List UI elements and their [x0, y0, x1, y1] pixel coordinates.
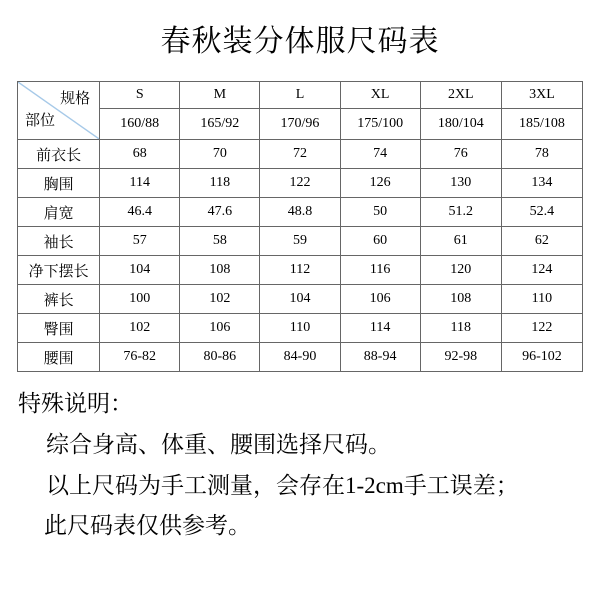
table-row-shoulder [18, 198, 583, 227]
table-cell: 61 [420, 227, 501, 256]
table-cell: 104 [260, 285, 340, 314]
table-cell: 74 [340, 140, 420, 169]
table-cell: 122 [501, 314, 582, 343]
row-label: 胸围 [18, 169, 100, 198]
table-cell: 110 [260, 314, 340, 343]
table-row-pants-length [18, 285, 583, 314]
table-cell: 110 [501, 285, 582, 314]
row-label: 腰围 [18, 343, 100, 372]
table-cell: 118 [180, 169, 260, 198]
table-row-hem-length [18, 256, 583, 285]
table-cell: 60 [340, 227, 420, 256]
table-cell: 48.8 [260, 198, 340, 227]
table-cell: 124 [501, 256, 582, 285]
table-row-chest [18, 169, 583, 198]
table-cell: 76-82 [100, 343, 180, 372]
table-cell: 114 [340, 314, 420, 343]
table-cell: 57 [100, 227, 180, 256]
table-cell: 47.6 [180, 198, 260, 227]
size-table [17, 81, 583, 372]
table-cell: 62 [501, 227, 582, 256]
row-label: 裤长 [18, 285, 100, 314]
size-header: S [100, 82, 180, 109]
table-cell: 96-102 [501, 343, 582, 372]
note-line-reference-only: 此尺码表仅供参考。 [44, 513, 251, 538]
row-label: 净下摆长 [18, 256, 100, 285]
table-cell: 104 [100, 256, 180, 285]
table-cell: 120 [420, 256, 501, 285]
table-cell: 59 [260, 227, 340, 256]
table-cell: 112 [260, 256, 340, 285]
table-cell: 116 [340, 256, 420, 285]
height-weight-cell: 160/88 [100, 109, 180, 140]
table-cell: 108 [180, 256, 260, 285]
row-label: 肩宽 [18, 198, 100, 227]
table-cell: 70 [180, 140, 260, 169]
table-cell: 52.4 [501, 198, 582, 227]
height-weight-cell: 180/104 [420, 109, 501, 140]
table-cell: 130 [420, 169, 501, 198]
size-header-row [18, 82, 583, 109]
height-weight-cell: 165/92 [180, 109, 260, 140]
table-cell: 88-94 [340, 343, 420, 372]
table-cell: 46.4 [100, 198, 180, 227]
table-cell: 80-86 [180, 343, 260, 372]
table-cell: 102 [180, 285, 260, 314]
table-cell: 134 [501, 169, 582, 198]
size-header: 3XL [501, 82, 582, 109]
size-header: M [180, 82, 260, 109]
table-row-hip [18, 314, 583, 343]
table-cell: 78 [501, 140, 582, 169]
corner-label-spec: 规格 [60, 91, 91, 107]
table-cell: 106 [180, 314, 260, 343]
table-cell: 114 [100, 169, 180, 198]
table-cell: 72 [260, 140, 340, 169]
height-weight-row [18, 109, 583, 140]
table-cell: 126 [340, 169, 420, 198]
table-cell: 118 [420, 314, 501, 343]
page-title: 春秋装分体服尺码表 [160, 25, 440, 58]
corner-cell [18, 82, 100, 140]
note-line-size-selection: 综合身高、体重、腰围选择尺码。 [46, 432, 391, 457]
table-row-front-length [18, 140, 583, 169]
note-line-measurement-error: 以上尺码为手工测量，会存在1-2cm手工误差； [46, 473, 519, 498]
table-row-waist [18, 343, 583, 372]
table-cell: 92-98 [420, 343, 501, 372]
corner-label-part: 部位 [25, 113, 56, 129]
table-cell: 102 [100, 314, 180, 343]
table-cell: 108 [420, 285, 501, 314]
row-label: 前衣长 [18, 140, 100, 169]
row-label: 臀围 [18, 314, 100, 343]
height-weight-cell: 170/96 [260, 109, 340, 140]
height-weight-cell: 175/100 [340, 109, 420, 140]
table-cell: 50 [340, 198, 420, 227]
table-cell: 68 [100, 140, 180, 169]
height-weight-cell: 185/108 [501, 109, 582, 140]
table-cell: 84-90 [260, 343, 340, 372]
table-cell: 58 [180, 227, 260, 256]
table-row-sleeve [18, 227, 583, 256]
table-cell: 51.2 [420, 198, 501, 227]
size-header: L [260, 82, 340, 109]
table-cell: 76 [420, 140, 501, 169]
table-cell: 122 [260, 169, 340, 198]
row-label: 袖长 [18, 227, 100, 256]
table-cell: 106 [340, 285, 420, 314]
size-header: XL [340, 82, 420, 109]
table-cell: 100 [100, 285, 180, 314]
notes-heading: 特殊说明： [18, 391, 133, 416]
size-header: 2XL [420, 82, 501, 109]
